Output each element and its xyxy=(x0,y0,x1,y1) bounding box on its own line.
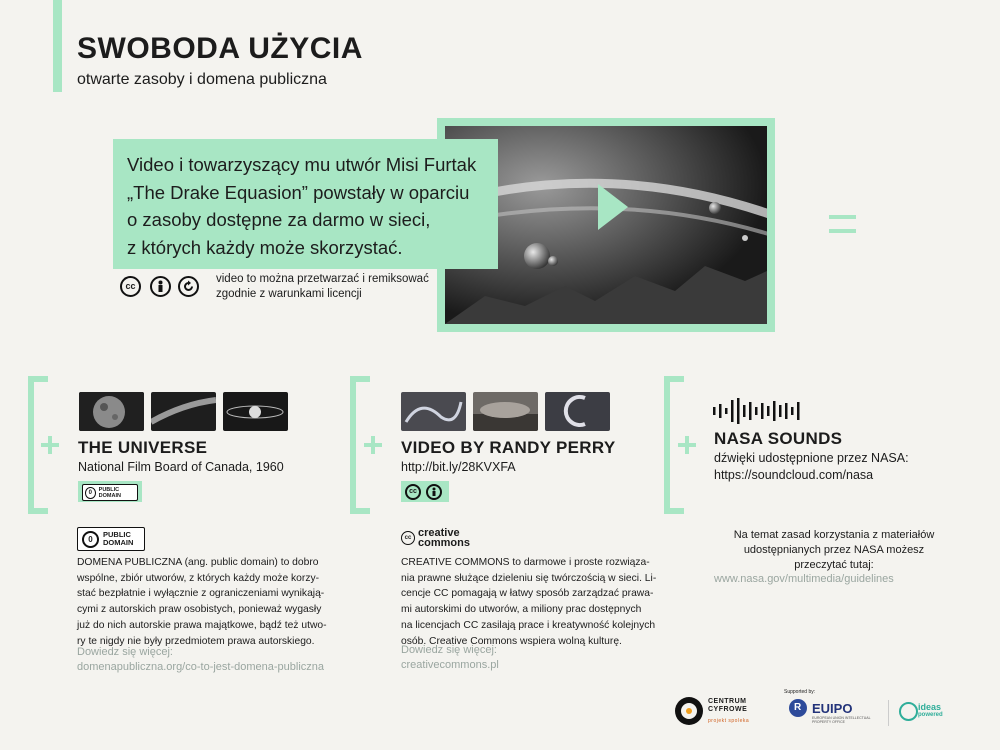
video-description xyxy=(127,151,507,261)
description-line: Video i towarzyszący mu utwór Misi Furtak xyxy=(127,154,477,175)
cc-icon: cc xyxy=(401,531,415,545)
by-icon xyxy=(426,484,442,500)
plus-icon xyxy=(678,436,696,454)
text-line: wspólne, zbiór utworów, z których każdy może korzy- xyxy=(77,572,320,584)
soundwave-icon xyxy=(713,398,803,424)
thumbnail xyxy=(473,392,538,431)
text-line: Na temat zasad korzystania z materiałów xyxy=(733,529,935,541)
play-icon[interactable] xyxy=(598,184,628,230)
logo-text: powered xyxy=(918,712,943,718)
centrum-cyfrowe-logo xyxy=(708,698,749,725)
logo-text: CYFROWE xyxy=(708,706,748,713)
nasa-info-text xyxy=(714,528,954,573)
equals-icon xyxy=(829,215,856,233)
thumbnail xyxy=(79,392,144,431)
text-line: nia prawne służące dzieleniu się twórczością w sieci. Li- xyxy=(401,572,657,584)
cc-icon: cc xyxy=(120,276,141,297)
text-line: CREATIVE COMMONS to darmowe i proste rozwiąza- xyxy=(401,557,650,568)
text-line: cymi z autorskich praw osobistych, ponieważ wygasły xyxy=(77,604,322,616)
public-domain-icon: 0 xyxy=(85,487,96,499)
text-line: na licencjach CC zasilają prace i kreatywność kolejnych xyxy=(401,619,656,631)
description-line: z których każdy może skorzystać. xyxy=(127,236,403,258)
creative-commons-text xyxy=(401,555,669,649)
euipo-logo: EUIPO xyxy=(812,701,853,716)
license-note-line: video to można przetwarzać i remiksować xyxy=(216,273,429,285)
logo-text: creative xyxy=(418,527,460,539)
description-line: o zasoby dostępne za darmo w sieci, xyxy=(127,209,431,230)
public-domain-icon: 0 xyxy=(82,531,99,548)
text-line: ry te nigdy nie były przedmiotem prawa autorskiego. xyxy=(77,635,315,647)
logo-text: ideas xyxy=(918,702,942,712)
license-note-line: zgodnie z warunkami licencji xyxy=(216,288,362,300)
cc-icon: cc xyxy=(405,484,421,500)
badge-label: PUBLIC DOMAIN xyxy=(103,530,134,547)
supported-by-label: Supported by: xyxy=(784,689,816,695)
text-line: DOMENA PUBLICZNA (ang. public domain) to dobro xyxy=(77,557,319,568)
ideas-powered-logo xyxy=(918,703,943,719)
thumbnail xyxy=(151,392,216,431)
plus-icon xyxy=(364,436,382,454)
page-title: SWOBODA UŻYCIA xyxy=(77,32,363,65)
creative-commons-logo xyxy=(401,528,470,548)
logo-text: commons xyxy=(418,537,470,549)
source-title: NASA SOUNDS xyxy=(714,429,843,448)
footer-divider xyxy=(888,700,889,726)
logo-text: CENTRUM xyxy=(708,698,747,705)
description-line: „The Drake Equasion” powstały w oparciu xyxy=(127,181,470,203)
ideas-powered-logo-icon xyxy=(899,702,918,721)
source-subtitle: dźwięki udostępnione przez NASA: xyxy=(714,451,909,465)
cc-by-license-badge xyxy=(401,481,449,502)
text-line: stać bezpłatnie i wyłącznie z ograniczeniami wynikają- xyxy=(77,588,325,600)
plus-icon xyxy=(41,436,59,454)
learn-more-label: Dowiedz się więcej: xyxy=(401,644,497,656)
source-link[interactable]: http://bit.ly/28KVXFA xyxy=(401,460,516,474)
thumbnail xyxy=(223,392,288,431)
cc-by-sa-license-badge xyxy=(113,269,206,302)
text-line: już do nich autorskie prawa majątkowe, bądź też utwo- xyxy=(77,619,327,631)
source-title: THE UNIVERSE xyxy=(78,438,208,457)
text-line: mi autorskimi do utworów, a miliony prac dostępnych xyxy=(401,604,642,616)
euipo-subtitle: EUROPEAN UNION INTELLECTUAL PROPERTY OFFICE xyxy=(812,716,871,724)
text-line: osób. Creative Commons wspiera wolną kulturę. xyxy=(401,635,622,647)
text-line: przeczytać tutaj: xyxy=(794,559,874,571)
logo-text: projekt spoleka xyxy=(708,718,750,724)
public-domain-text xyxy=(77,555,345,649)
sa-icon xyxy=(178,276,199,297)
euipo-logo-icon: R xyxy=(789,699,807,717)
by-icon xyxy=(150,276,171,297)
badge-label: PUBLIC DOMAIN xyxy=(98,486,121,499)
license-note xyxy=(216,272,456,302)
source-title: VIDEO BY RANDY PERRY xyxy=(401,438,616,457)
public-domain-badge xyxy=(77,527,145,551)
centrum-cyfrowe-logo-icon xyxy=(675,697,703,725)
thumbnail xyxy=(401,392,466,431)
nasa-guidelines-link[interactable]: www.nasa.gov/multimedia/guidelines xyxy=(714,573,894,585)
page-subtitle: otwarte zasoby i domena publiczna xyxy=(77,71,327,88)
public-domain-license-badge xyxy=(78,481,142,502)
thumbnail xyxy=(545,392,610,431)
learn-more-link[interactable]: creativecommons.pl xyxy=(401,659,499,671)
learn-more-link[interactable]: domenapubliczna.org/co-to-jest-domena-publiczna xyxy=(77,661,325,673)
text-line: cencje CC pomagają w łatwy sposób zarządzać prawa- xyxy=(401,588,654,600)
source-subtitle: National Film Board of Canada, 1960 xyxy=(78,460,284,474)
text-line: udostępnianych przez NASA możesz xyxy=(743,544,925,556)
learn-more-label: Dowiedz się więcej: xyxy=(77,646,173,658)
header-accent-bar xyxy=(53,0,62,92)
source-link[interactable]: https://soundcloud.com/nasa xyxy=(714,468,874,482)
